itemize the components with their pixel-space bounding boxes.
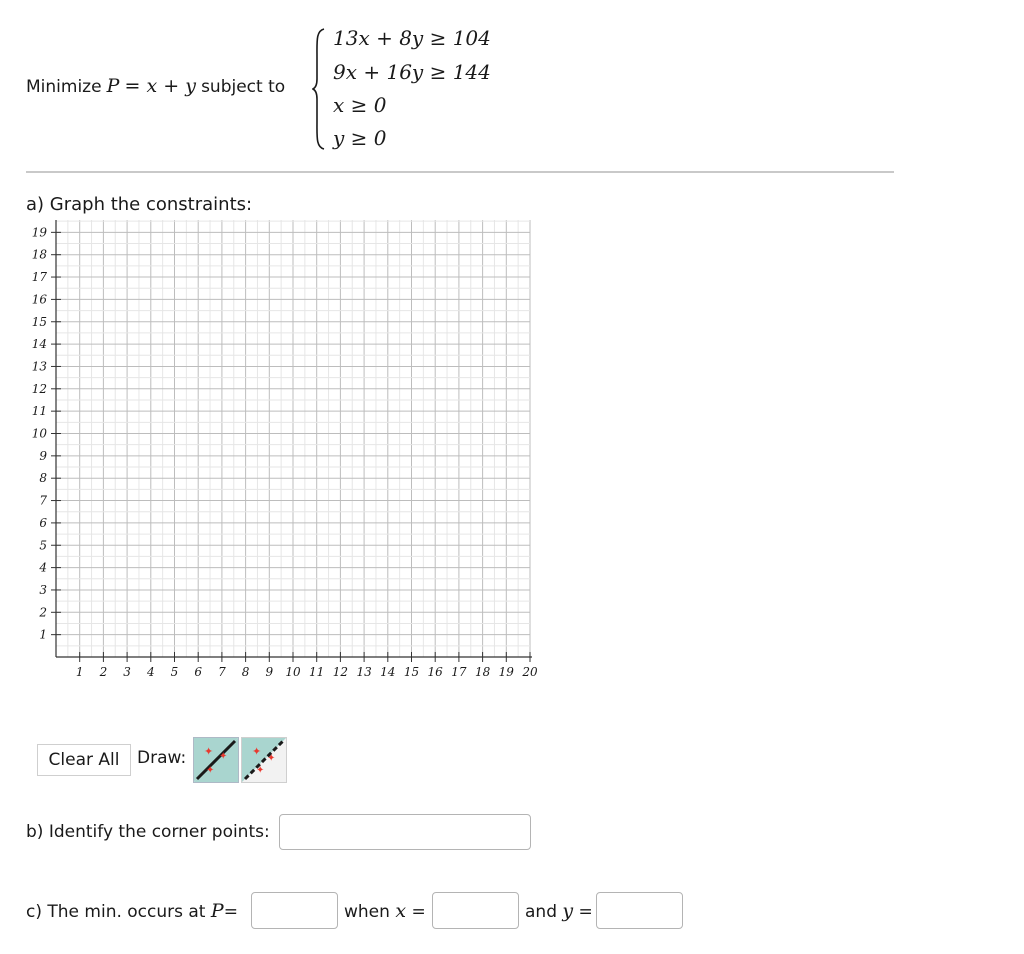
part-a-label: a) Graph the constraints:	[26, 194, 253, 215]
and-equals: =	[578, 902, 593, 922]
svg-text:✦: ✦	[206, 765, 215, 776]
y-tick-label: 16	[31, 292, 47, 307]
constraint-4: y ≥ 0	[333, 126, 387, 150]
x-tick-label: 3	[123, 665, 131, 679]
when-variable: x	[395, 900, 407, 922]
x-tick-label: 11	[309, 665, 325, 679]
min-value-input[interactable]	[251, 892, 338, 929]
solid-line-tool-button[interactable]	[193, 737, 239, 783]
objective-expression: = x + y	[124, 75, 196, 97]
constraints-brace	[312, 27, 326, 151]
min-equals: =	[223, 902, 238, 922]
dashed-line-tool-button[interactable]	[241, 737, 287, 783]
problem-statement	[26, 75, 285, 97]
and-y-label	[525, 900, 593, 922]
x-tick-label: 18	[474, 665, 491, 679]
x-tick-label: 4	[146, 665, 155, 679]
x-tick-label: 13	[356, 665, 372, 679]
constraint-3: x ≥ 0	[333, 93, 387, 117]
y-tick-label: 3	[39, 582, 47, 597]
x-tick-label: 2	[99, 665, 108, 679]
x-tick-label: 10	[285, 665, 301, 679]
svg-text:✦: ✦	[252, 745, 262, 758]
y-tick-label: 4	[39, 560, 47, 575]
y-tick-label: 12	[31, 381, 47, 396]
x-tick-label: 15	[403, 665, 420, 679]
x-tick-label: 20	[522, 665, 538, 679]
svg-text:✦: ✦	[204, 745, 214, 758]
svg-text:✦: ✦	[267, 753, 276, 764]
clear-all-button[interactable]: Clear All	[37, 744, 131, 776]
x-tick-label: 9	[265, 665, 274, 679]
y-tick-label: 15	[31, 314, 47, 329]
svg-text:✦: ✦	[219, 751, 228, 762]
y-tick-label: 14	[31, 337, 47, 352]
x-tick-label: 12	[332, 665, 349, 679]
y-tick-label: 8	[39, 471, 47, 486]
y-value-input[interactable]	[596, 892, 683, 929]
y-tick-label: 1	[39, 627, 47, 642]
when-x-label	[344, 900, 426, 922]
y-tick-label: 18	[31, 247, 47, 262]
min-occurs-label: c) The min. occurs at	[26, 902, 206, 922]
x-tick-label: 16	[427, 665, 443, 679]
y-tick-label: 2	[39, 605, 47, 620]
part-b-label: b) Identify the corner points:	[26, 822, 270, 842]
solid-line-icon	[194, 738, 238, 782]
x-tick-label: 5	[170, 665, 179, 679]
min-variable: P	[210, 900, 224, 922]
x-tick-label: 14	[380, 665, 396, 679]
x-tick-label: 8	[241, 665, 250, 679]
x-tick-label: 6	[194, 665, 203, 679]
y-tick-label: 7	[39, 493, 47, 508]
constraint-1: 13x + 8y ≥ 104	[333, 26, 491, 50]
and-label: and	[525, 902, 557, 922]
x-tick-label: 17	[451, 665, 467, 679]
subject-to-label: subject to	[201, 77, 286, 97]
constraint-graph[interactable]	[0, 220, 560, 710]
when-label: when	[344, 902, 390, 922]
objective-variable: P	[106, 75, 120, 97]
part-c-label	[26, 900, 238, 922]
y-tick-label: 19	[31, 225, 47, 240]
corner-points-input[interactable]	[279, 814, 531, 850]
y-tick-label: 5	[39, 538, 47, 553]
y-tick-label: 6	[39, 515, 47, 530]
constraint-2: 9x + 16y ≥ 144	[333, 60, 491, 84]
draw-label: Draw:	[137, 748, 187, 768]
y-tick-label: 11	[31, 404, 47, 419]
y-tick-label: 10	[31, 426, 47, 441]
x-tick-label: 7	[218, 665, 226, 679]
and-variable: y	[562, 900, 574, 922]
x-tick-label: 19	[498, 665, 514, 679]
minimize-label: Minimize	[26, 77, 102, 97]
section-divider	[26, 171, 894, 173]
svg-text:✦: ✦	[256, 765, 265, 776]
dashed-line-icon	[242, 738, 286, 782]
y-tick-label: 9	[39, 448, 47, 463]
x-value-input[interactable]	[432, 892, 519, 929]
when-equals: =	[411, 902, 426, 922]
y-tick-label: 17	[31, 270, 47, 285]
y-tick-label: 13	[31, 359, 47, 374]
x-tick-label: 1	[75, 665, 84, 679]
